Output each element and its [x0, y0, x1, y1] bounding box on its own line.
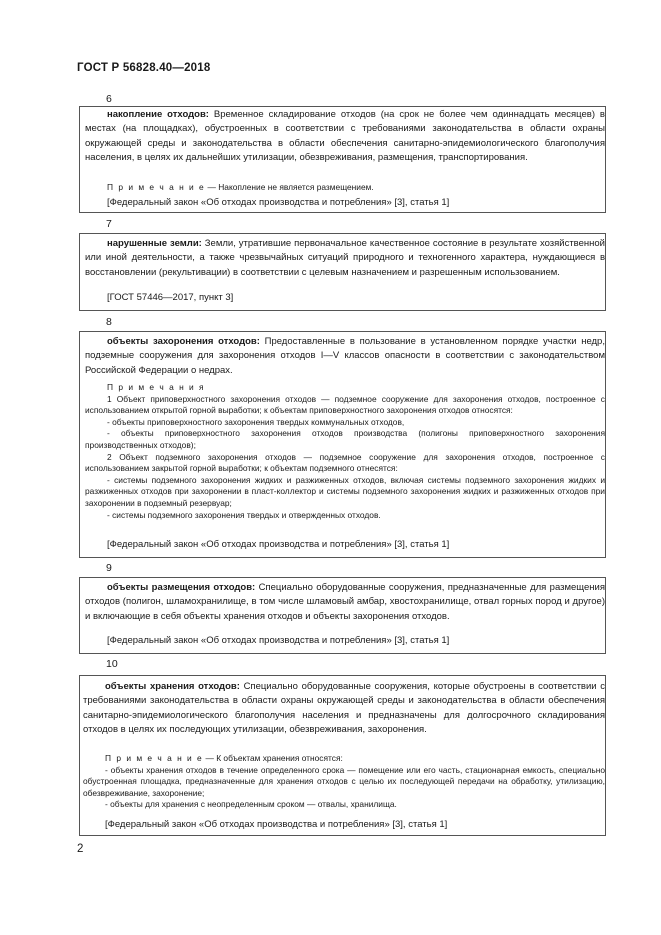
- term: объекты захоронения отходов:: [107, 336, 260, 347]
- note-item: - системы подземного захоронения твердых и отвержденных отходов.: [107, 509, 381, 520]
- entry-definition-block: [85, 108, 605, 166]
- entry-number: 7: [106, 218, 112, 230]
- entry-number: 9: [106, 562, 112, 574]
- note: [107, 182, 605, 194]
- notes-block: [83, 753, 605, 811]
- entry-definition-block: [85, 581, 605, 624]
- note-text: — К объектам хранения относятся:: [203, 753, 343, 763]
- entry-definition-block: [85, 335, 605, 378]
- note-item: 1 Объект приповерхностного захоронения отходов — подземное сооружение для захоронения отходов, построенное с использованием открытой горной выработки; к объектам приповерхностного захоронения отходов относятся:: [85, 393, 605, 416]
- note-label: П р и м е ч а н и е: [105, 753, 204, 763]
- note-item: - объекты хранения отходов в течение определенного срока — помещение или его часть, стационарная емкость, специально обустроенная площадка, предназначенные для хранения отходов с целью их последующей передачи на обработку, утилизацию, обезвреживание, захоронение;: [83, 764, 605, 798]
- source-reference: [Федеральный закон «Об отходах производства и потребления» [3], статья 1]: [107, 539, 450, 550]
- note-label: П р и м е ч а н и я: [107, 382, 206, 392]
- term: накопление отходов:: [107, 109, 209, 120]
- note-item: 2 Объект подземного захоронения отходов — подземное сооружение для захоронения отходов, построенное с использованием закрытой горной выработки; к объектам подземного отнесятся:: [85, 451, 605, 474]
- term: объекты размещения отходов:: [107, 582, 256, 593]
- source-reference: [Федеральный закон «Об отходах производства и потребления» [3], статья 1]: [107, 635, 450, 646]
- entry-number: 8: [106, 316, 112, 328]
- note-item: - объекты приповерхностного захоронения твердых коммунальных отходов,: [107, 416, 405, 427]
- definition: Земли, утратившие первоначальное качественное состояние в результате хозяйственной или иной деятельности, а также чрезвычайных ситуаций природного и техногенного характера, нуждающиеся в восстановлении (рекультивации) в соответствии с целевым назначением и разрешенным использованием.: [85, 238, 605, 278]
- notes-block: [85, 382, 605, 521]
- term: нарушенные земли:: [107, 238, 202, 249]
- source-reference: [Федеральный закон «Об отходах производства и потребления» [3], статья 1]: [107, 197, 450, 208]
- note-item: - системы подземного захоронения жидких и разжиженных отходов, включая системы подземного захоронения жидких и разжиженных отходов при захоронении в пласт-коллектор и системы подземного захоронения жидких и разжиженных отходов при захоронении в подземный резервуар;: [85, 474, 605, 508]
- term: объекты хранения отходов:: [105, 681, 240, 692]
- definition: Временное складирование отходов (на срок не более чем одиннадцать месяцев) в местах (на площадках), обустроенных в соответствии с требованиями законодательства в области охраны окружающей среды и законодательства в области обеспечения санитарно-эпидемиологического благополучия населения, в целях их дальнейших утилизации, обезвреживания, размещения, транспортирования.: [85, 109, 605, 164]
- source-reference: [Федеральный закон «Об отходах производства и потребления» [3], статья 1]: [105, 819, 448, 830]
- entry-definition-block: [85, 237, 605, 280]
- note-item: - объекты для хранения с неопределенным сроком — отвалы, хранилища.: [105, 799, 397, 810]
- page-number: 2: [77, 843, 84, 855]
- definition: Специально оборудованные сооружения, которые обустроены в соответствии с требованиями законодательства в области охраны окружающей среды и законодательства в области обеспечения санитарно-эпидемиологического благополучия населения и предназначены для долгосрочного складирования отходов в целях их последующих утилизации, обезвреживания, захоронения.: [83, 681, 605, 736]
- entry-definition-block: [83, 680, 605, 738]
- source-reference: [ГОСТ 57446—2017, пункт 3]: [107, 292, 234, 303]
- entry-number: 10: [106, 658, 118, 670]
- entry-number: 6: [106, 93, 112, 105]
- document-header: ГОСТ Р 56828.40—2018: [77, 62, 211, 74]
- definition: Специально оборудованные сооружения, предназначенные для размещения отходов (полигон, шламохранилище, в том числе шламовый амбар, хвостохранилище, отвал горных пород и другое) и включающие в себя объекты хранения отходов и объекты захоронения отходов.: [85, 582, 605, 622]
- definition: Предоставленные в пользование в установленном порядке участки недр, подземные сооружения для захоронения отходов I—V классов опасности в соответствии с законодательством Российской Федерации о недрах.: [85, 336, 605, 376]
- note-label: П р и м е ч а н и е: [107, 182, 206, 192]
- note-text: — Накопление не является размещением.: [205, 182, 374, 192]
- note-item: - объекты приповерхностного захоронения отходов производства (полигоны приповерхностного захоронения производственных отходов);: [85, 428, 605, 450]
